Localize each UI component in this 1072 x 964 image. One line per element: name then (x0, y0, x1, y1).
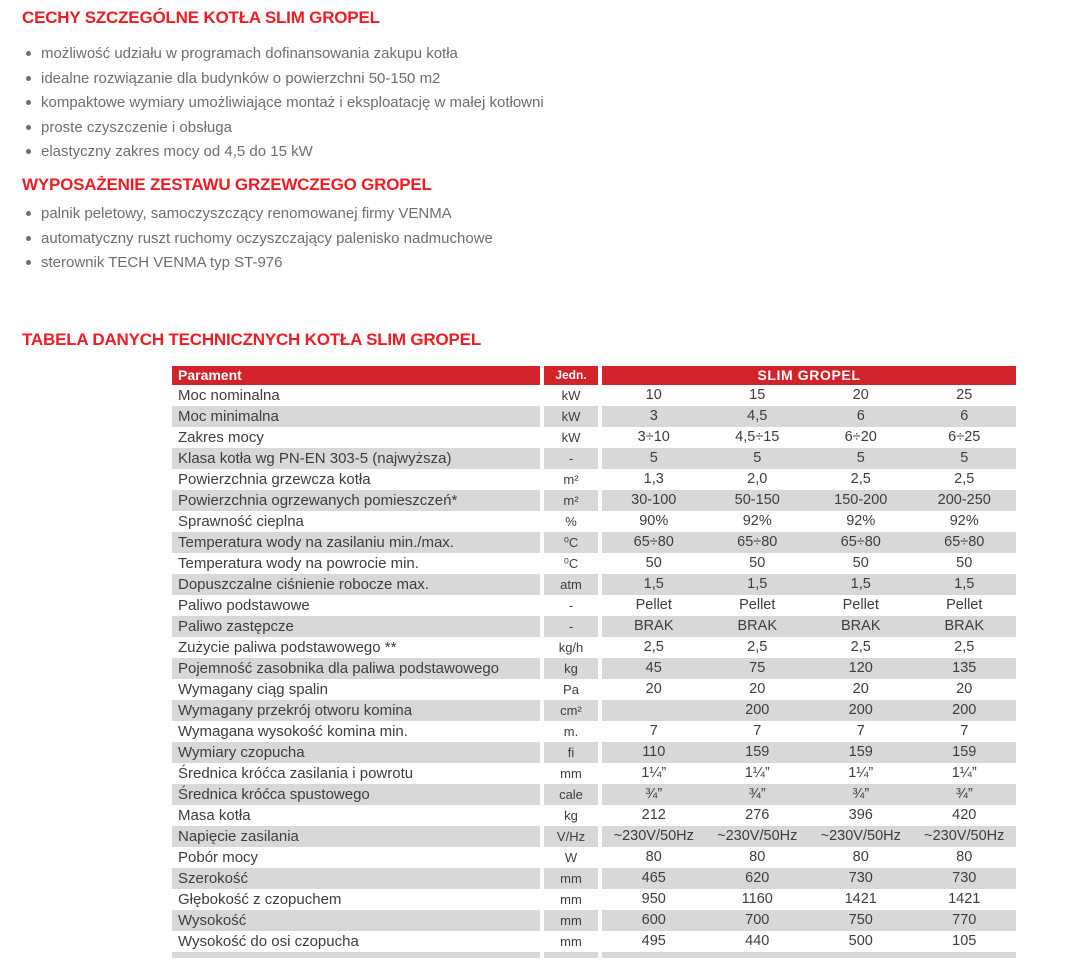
unit-cell: kg (564, 808, 578, 823)
table-row (172, 448, 1016, 469)
table-end-bar-segment (544, 952, 598, 958)
param-cell: Średnica króćca zasilania i powrotu (178, 765, 414, 782)
value-cell: 200-250 (937, 492, 991, 508)
value-cell: 50 (645, 555, 662, 571)
table-row (172, 532, 1016, 553)
value-cell: 2,5 (954, 471, 975, 487)
bullet-list-cechy (24, 45, 544, 168)
unit-cell: W (564, 850, 578, 865)
value-cell: 159 (848, 744, 873, 760)
value-cell: 396 (848, 807, 873, 823)
table-row (172, 742, 1016, 763)
values-cell (602, 910, 1016, 931)
param-cell: Pojemność zasobnika dla paliwa podstawowego (172, 658, 540, 679)
value-cell: 440 (745, 933, 770, 949)
value-cell: 20 (645, 681, 662, 697)
param-cell: Powierzchnia ogrzewanych pomieszczeń* (172, 490, 540, 511)
table-header-unit: Jedn. (544, 366, 598, 385)
values-cell (602, 721, 1016, 742)
unit-cell: m² (544, 490, 598, 511)
value-cell: 7 (856, 723, 865, 739)
unit-cell: cale (544, 784, 598, 805)
value-cell: 135 (952, 660, 977, 676)
value-cell: 25 (956, 387, 973, 403)
value-cell: 420 (952, 807, 977, 823)
value-cell: 770 (952, 912, 977, 928)
value-cell: 6 (960, 408, 969, 424)
list-item: proste czyszczenie i obsługa (24, 119, 544, 136)
param-cell: Szerokość (172, 868, 540, 889)
param-cell: Dopuszczalne ciśnienie robocze max. (172, 574, 540, 595)
value-cell: 30-100 (631, 492, 677, 508)
value-cell: 700 (745, 912, 770, 928)
table-end-bar-segment (602, 952, 1016, 958)
value-cell: 50 (852, 555, 869, 571)
value-cell: 92% (742, 513, 772, 529)
values-cell (602, 868, 1016, 889)
value-cell: 7 (960, 723, 969, 739)
values-cell (602, 469, 1016, 490)
unit-cell: kW (561, 388, 581, 403)
value-cell: 45 (645, 660, 662, 676)
table-end-bar (172, 952, 1016, 958)
table-row (172, 763, 1016, 784)
value-cell: ~230V/50Hz (820, 828, 901, 844)
unit-cell: kW (561, 430, 581, 445)
value-cell: 15 (749, 387, 766, 403)
value-cell: 10 (645, 387, 662, 403)
values-cell (602, 742, 1016, 763)
value-cell: 1,5 (954, 576, 975, 592)
unit-cell: m² (563, 472, 579, 487)
value-cell: 200 (952, 702, 977, 718)
values-cell (602, 532, 1016, 553)
table-row (172, 658, 1016, 679)
values-cell (602, 385, 1016, 406)
table-row (172, 868, 1016, 889)
value-cell: ~230V/50Hz (717, 828, 798, 844)
value-cell: 600 (641, 912, 666, 928)
unit-cell: fi (544, 742, 598, 763)
param-cell: Sprawność cieplna (178, 513, 304, 530)
list-item: elastyczny zakres mocy od 4,5 do 15 kW (24, 143, 544, 160)
table-row (172, 574, 1016, 595)
value-cell: 150-200 (834, 492, 888, 508)
values-cell (602, 406, 1016, 427)
unit-cell: - (544, 448, 598, 469)
table-row (172, 805, 1016, 826)
value-cell: 65÷80 (944, 534, 985, 550)
param-cell: Napięcie zasilania (172, 826, 540, 847)
value-cell: 20 (749, 681, 766, 697)
table-row (172, 616, 1016, 637)
value-cell: 110 (642, 744, 666, 760)
list-item: idealne rozwiązanie dla budynków o powierzchni 50-150 m2 (24, 70, 544, 87)
table-body (172, 385, 1016, 952)
table-row (172, 910, 1016, 931)
param-cell: Wymagany przekrój otworu komina (172, 700, 540, 721)
value-cell: 50 (956, 555, 973, 571)
value-cell: 500 (848, 933, 873, 949)
value-cell (602, 700, 706, 721)
values-cell (602, 574, 1016, 595)
value-cell: Pellet (635, 597, 672, 613)
values-cell (602, 763, 1016, 784)
table-row (172, 679, 1016, 700)
table-row (172, 406, 1016, 427)
value-cell: ¾” (852, 786, 870, 802)
values-cell (602, 448, 1016, 469)
value-cell: 3 (649, 408, 658, 424)
value-cell: BRAK (944, 618, 984, 634)
param-cell: Wysokość (172, 910, 540, 931)
table-row (172, 490, 1016, 511)
param-cell: Średnica króćca spustowego (172, 784, 540, 805)
param-cell: Zakres mocy (178, 429, 264, 446)
param-cell: Głębokość z czopuchem (178, 891, 342, 908)
value-cell: 4,5÷15 (735, 429, 780, 445)
value-cell: 50 (749, 555, 766, 571)
table-row (172, 826, 1016, 847)
param-cell: Wysokość do osi czopucha (178, 933, 359, 950)
value-cell: 1421 (948, 891, 981, 907)
values-cell (602, 889, 1016, 910)
value-cell: ¾” (748, 786, 766, 802)
values-cell (602, 490, 1016, 511)
unit-cell: kg/h (558, 640, 584, 655)
value-cell: 20 (852, 681, 869, 697)
param-cell: Wymagany ciąg spalin (178, 681, 328, 698)
value-cell: 80 (749, 849, 766, 865)
param-cell: Temperatura wody na powrocie min. (178, 555, 419, 572)
value-cell: ¾” (645, 786, 663, 802)
value-cell: 5 (649, 450, 658, 466)
table-row (172, 595, 1016, 616)
value-cell: 1,5 (643, 576, 664, 592)
value-cell: 2,5 (850, 471, 871, 487)
value-cell: 20 (852, 387, 869, 403)
value-cell: 65÷80 (840, 534, 881, 550)
param-cell: Pobór mocy (178, 849, 259, 866)
value-cell: 105 (952, 933, 977, 949)
table-header-param: Parament (172, 366, 540, 385)
list-item: możliwość udziału w programach dofinansowania zakupu kotła (24, 45, 544, 62)
value-cell: 2,5 (643, 639, 664, 655)
unit-cell: - (544, 616, 598, 637)
section-heading-wyposazenie: WYPOSAŻENIE ZESTAWU GRZEWCZEGO GROPEL (22, 175, 432, 194)
table-header-row (172, 366, 1016, 385)
value-cell: 159 (745, 744, 770, 760)
value-cell: 65÷80 (633, 534, 674, 550)
value-cell: 1¼” (951, 765, 977, 781)
list-item: sterownik TECH VENMA typ ST-976 (24, 254, 493, 271)
unit-cell: mm (560, 892, 582, 907)
value-cell: 7 (753, 723, 762, 739)
param-cell: Zużycie paliwa podstawowego ** (178, 639, 397, 656)
value-cell: Pellet (842, 597, 879, 613)
values-cell (602, 658, 1016, 679)
table-heading: TABELA DANYCH TECHNICZNYCH KOTŁA SLIM GROPEL (22, 330, 481, 349)
value-cell: 1¼” (848, 765, 874, 781)
value-cell: 2,0 (747, 471, 768, 487)
value-cell: 80 (956, 849, 973, 865)
values-cell (602, 511, 1016, 532)
value-cell: 3÷10 (637, 429, 670, 445)
unit-cell: cm² (544, 700, 598, 721)
table-header-group-label: SLIM GROPEL (757, 367, 861, 383)
table-row (172, 427, 1016, 448)
value-cell: ¾” (955, 786, 973, 802)
value-cell: 212 (641, 807, 666, 823)
values-cell (602, 553, 1016, 574)
value-cell: 200 (848, 702, 873, 718)
table-row (172, 469, 1016, 490)
value-cell: 5 (960, 450, 969, 466)
value-cell: 1,5 (850, 576, 871, 592)
value-cell: 465 (641, 870, 666, 886)
table-row (172, 553, 1016, 574)
value-cell: 90% (639, 513, 669, 529)
values-cell (602, 847, 1016, 868)
value-cell: 6÷25 (948, 429, 981, 445)
unit-cell: m. (563, 724, 579, 739)
value-cell: 200 (745, 702, 770, 718)
value-cell: 7 (649, 723, 658, 739)
value-cell: 6 (856, 408, 865, 424)
value-cell: 92% (949, 513, 979, 529)
unit-cell: mm (544, 910, 598, 931)
values-cell (602, 931, 1016, 952)
value-cell: 75 (749, 660, 766, 676)
values-cell (602, 595, 1016, 616)
value-cell: 20 (956, 681, 973, 697)
value-cell: ~230V/50Hz (924, 828, 1005, 844)
technical-data-table (172, 366, 1016, 958)
unit-cell: - (568, 598, 574, 613)
values-cell (602, 784, 1016, 805)
unit-cell: V/Hz (544, 826, 598, 847)
param-cell: Klasa kotła wg PN-EN 303-5 (najwyższa) (172, 448, 540, 469)
value-cell: 2,5 (850, 639, 871, 655)
value-cell: 5 (856, 450, 865, 466)
param-cell: Powierzchnia grzewcza kotła (178, 471, 371, 488)
param-cell: Moc nominalna (178, 387, 280, 404)
param-cell: Masa kotła (178, 807, 251, 824)
values-cell (602, 427, 1016, 448)
table-row (172, 385, 1016, 406)
table-row (172, 784, 1016, 805)
table-row (172, 511, 1016, 532)
unit-cell: mm (544, 868, 598, 889)
bullet-list-wyposazenie (24, 205, 493, 279)
value-cell: 1¼” (641, 765, 667, 781)
unit-cell: atm (544, 574, 598, 595)
value-cell: 1,3 (643, 471, 664, 487)
value-cell: 730 (848, 870, 873, 886)
param-cell: Wymiary czopucha (172, 742, 540, 763)
unit-cell: kW (544, 406, 598, 427)
unit-cell: Pa (563, 682, 579, 697)
value-cell: 92% (846, 513, 876, 529)
values-cell (602, 616, 1016, 637)
list-item: automatyczny ruszt ruchomy oczyszczający palenisko nadmuchowe (24, 230, 493, 247)
values-cell (602, 700, 1016, 721)
value-cell: 50-150 (734, 492, 780, 508)
value-cell: 1,5 (747, 576, 768, 592)
value-cell: 950 (641, 891, 666, 907)
section-heading-cechy: CECHY SZCZEGÓLNE KOTŁA SLIM GROPEL (22, 8, 380, 27)
unit-cell: mm (560, 934, 582, 949)
param-cell: Wymagana wysokość komina min. (178, 723, 408, 740)
param-cell: Moc minimalna (172, 406, 540, 427)
value-cell: 65÷80 (737, 534, 778, 550)
table-row (172, 700, 1016, 721)
value-cell: 5 (753, 450, 762, 466)
unit-cell: mm (560, 766, 582, 781)
value-cell: 120 (848, 660, 873, 676)
table-header-group (602, 366, 1016, 385)
param-cell: Paliwo podstawowe (178, 597, 310, 614)
value-cell: 6÷20 (844, 429, 877, 445)
unit-cell: ⁰C (544, 532, 598, 553)
value-cell: 495 (641, 933, 666, 949)
table-row (172, 931, 1016, 952)
unit-cell: ⁰C (563, 556, 579, 571)
value-cell: 2,5 (954, 639, 975, 655)
list-item: kompaktowe wymiary umożliwiające montaż i eksploatację w małej kotłowni (24, 94, 544, 111)
unit-cell: kg (544, 658, 598, 679)
unit-cell: % (565, 514, 577, 529)
table-row (172, 637, 1016, 658)
value-cell: 1160 (741, 891, 773, 907)
value-cell: 620 (745, 870, 770, 886)
value-cell: ~230V/50Hz (613, 828, 694, 844)
value-cell: Pellet (946, 597, 983, 613)
table-row (172, 721, 1016, 742)
value-cell: Pellet (739, 597, 776, 613)
value-cell: 1¼” (744, 765, 770, 781)
value-cell: 730 (952, 870, 977, 886)
value-cell: 80 (645, 849, 662, 865)
value-cell: 1421 (844, 891, 877, 907)
values-cell (602, 805, 1016, 826)
values-cell (602, 679, 1016, 700)
table-row (172, 847, 1016, 868)
value-cell: 276 (745, 807, 770, 823)
table-end-bar-segment (172, 952, 540, 958)
values-cell (602, 637, 1016, 658)
value-cell: BRAK (737, 618, 777, 634)
value-cell: BRAK (841, 618, 881, 634)
values-cell (602, 826, 1016, 847)
param-cell: Paliwo zastępcze (172, 616, 540, 637)
value-cell: 2,5 (747, 639, 768, 655)
list-item: palnik peletowy, samoczyszczący renomowanej firmy VENMA (24, 205, 493, 222)
value-cell: 80 (852, 849, 869, 865)
param-cell: Temperatura wody na zasilaniu min./max. (172, 532, 540, 553)
value-cell: BRAK (634, 618, 674, 634)
value-cell: 750 (848, 912, 873, 928)
value-cell: 159 (952, 744, 977, 760)
value-cell: 4,5 (747, 408, 768, 424)
table-row (172, 889, 1016, 910)
